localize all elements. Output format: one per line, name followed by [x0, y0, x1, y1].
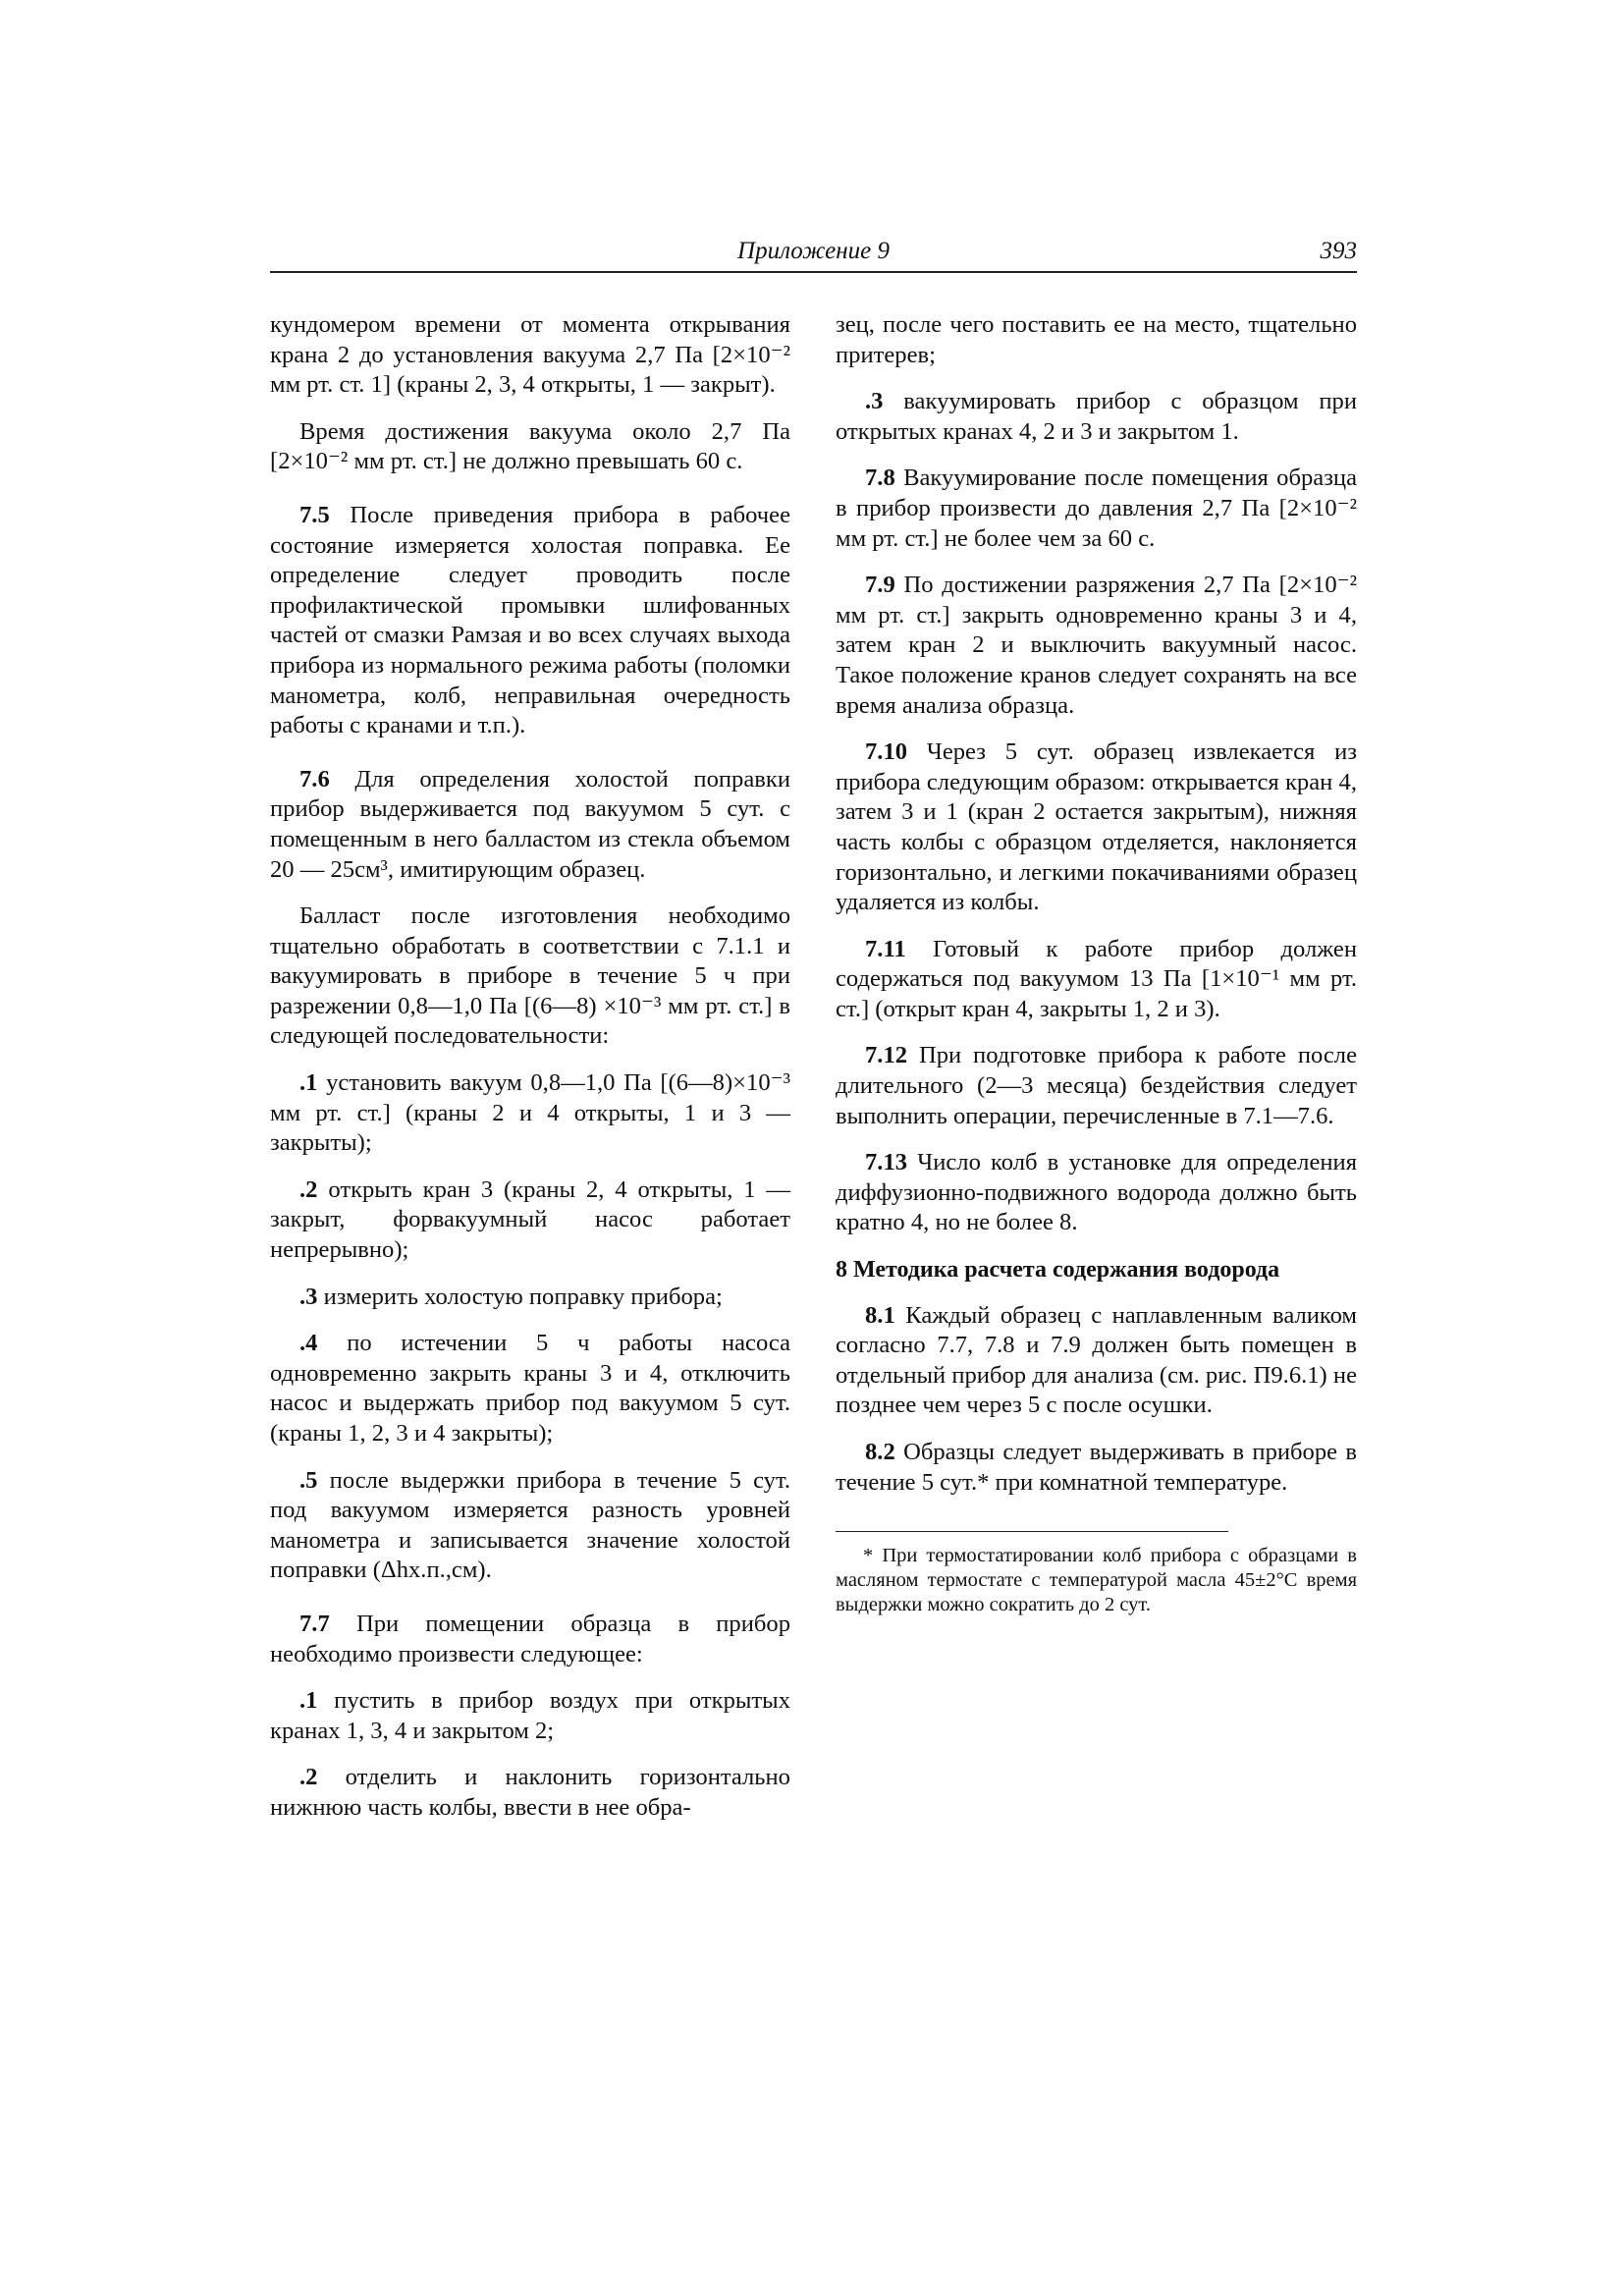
page-number: 393 — [1320, 238, 1357, 264]
section-number: 7.5 — [299, 501, 330, 528]
item-text: измерить холостую поправку прибора; — [323, 1283, 723, 1310]
item-number: .4 — [299, 1330, 318, 1357]
paragraph: Балласт после изготовления необходимо тщательно обработать в соответствии с 7.1.1 и вакуумировать в приборе в течение 5 ч при разрежении 0,8—1,0 Па [(6—8) ×10⁻³ мм рт. ст.] в следующей последовательности: — [270, 902, 790, 1050]
page-header — [270, 236, 1357, 273]
list-item — [270, 1283, 790, 1313]
item-number: .5 — [299, 1466, 318, 1494]
item-number: .1 — [299, 1069, 318, 1097]
item-text: после выдержки прибора в течение 5 сут. под вакуумом измеряется разность уровней манометра и записывается значение холостой поправки (Δhх.п.,см). — [270, 1466, 791, 1584]
section-text: Каждый образец с наплавленным валиком согласно 7.7, 7.8 и 7.9 должен быть помещен в отдельный прибор для анализа (см. рис. П9.6.1) не позднее чем через 5 с после осушки. — [836, 1301, 1357, 1419]
section-number: 8.2 — [865, 1439, 895, 1465]
paragraph: кундомером времени от момента открывания крана 2 до установления вакуума 2,7 Па [2×10⁻² мм рт. ст. 1] (краны 2, 3, 4 открыты, 1 — закрыт). — [270, 311, 790, 399]
section-text: Образцы следует выдерживать в приборе в течение 5 сут.* при комнатной температуре. — [836, 1439, 1357, 1496]
section-7-11 — [836, 935, 1357, 1025]
section-text: При помещении образца в прибор необходимо произвести следующее: — [270, 1610, 790, 1667]
section-7-9 — [836, 571, 1357, 721]
list-item — [836, 387, 1357, 447]
item-text: пустить в прибор воздух при открытых кранах 1, 3, 4 и закрытом 2; — [270, 1687, 790, 1744]
section-text: Для определения холостой поправки прибор выдерживается под вакуумом 5 сут. с помещенным в него балластом из стекла объемом 20 — 25см³, имитирующим образец. — [270, 765, 790, 883]
section-number: 7.7 — [299, 1610, 330, 1637]
section-text: Через 5 сут. образец извлекается из прибора следующим образом: открывается кран 4, затем 3 и 1 (кран 2 остается закрытым), нижняя часть колбы с образцом отделяется, наклоняется горизонтально, и легкими покачиваниями образец удаляется из колбы. — [836, 738, 1357, 916]
list-item — [270, 1763, 790, 1823]
paragraph: Время достижения вакуума около 2,7 Па [2×10⁻² мм рт. ст.] не должно превышать 60 с. — [270, 417, 790, 475]
paragraph: зец, после чего поставить ее на место, тщательно притерев; — [836, 311, 1357, 368]
item-number: .2 — [299, 1175, 318, 1203]
footnote: * При термостатировании колб прибора с образцами в масляном термостате с температурой масла 45±2°С время выдержки можно сократить до 2 сут. — [836, 1545, 1357, 1616]
item-text: отделить и наклонить горизонтально нижнюю часть колбы, ввести в нее обра- — [270, 1764, 790, 1821]
item-text: открыть кран 3 (краны 2, 4 открыты, 1 — закрыт, форвакуумный насос работает непрерывно); — [270, 1175, 791, 1264]
left-column — [270, 310, 790, 1840]
section-number: 7.11 — [865, 935, 906, 962]
section-7-7 — [270, 1610, 790, 1669]
section-text: Вакуумирование после помещения образца в прибор произвести до давления 2,7 Па [2×10⁻² мм рт. ст.] не более чем за 60 с. — [836, 465, 1357, 552]
item-number: .3 — [299, 1283, 318, 1310]
item-text: по истечении 5 ч работы насоса одновременно закрыть краны 3 и 4, отключить насос и выдержать прибор под вакуумом 5 сут. (краны 1, 2, 3 и 4 закрыты); — [270, 1330, 790, 1447]
item-number: .3 — [865, 388, 884, 415]
section-text: Готовый к работе прибор должен содержаться под вакуумом 13 Па [1×10⁻¹ мм рт. ст.] (открыт кран 4, закрыты 1, 2 и 3). — [836, 935, 1357, 1022]
section-7-6 — [270, 765, 790, 885]
section-7-10 — [836, 738, 1357, 918]
section-7-8 — [836, 464, 1357, 554]
item-number: .2 — [299, 1764, 318, 1791]
section-number: 7.13 — [865, 1149, 908, 1176]
item-number: .1 — [299, 1687, 318, 1715]
footnote-divider — [836, 1531, 1228, 1532]
right-column — [836, 310, 1357, 1617]
section-text: По достижении разряжения 2,7 Па [2×10⁻² мм рт. ст.] закрыть одновременно краны 3 и 4, затем кран 2 и выключить вакуумный насос. Такое положение кранов следует сохранять на все время анализа образца. — [836, 572, 1357, 719]
section-number: 7.6 — [299, 765, 330, 793]
item-text: вакуумировать прибор с образцом при открытых кранах 4, 2 и 3 и закрытом 1. — [836, 388, 1357, 445]
list-item — [270, 1329, 790, 1449]
section-7-12 — [836, 1041, 1357, 1131]
section-7-5 — [270, 501, 790, 741]
section-number: 7.12 — [865, 1042, 908, 1069]
item-text: установить вакуум 0,8—1,0 Па [(6—8)×10⁻³ мм рт. ст.] (краны 2 и 4 открыты, 1 и 3 — закрыты); — [270, 1069, 790, 1157]
list-item — [270, 1175, 790, 1266]
section-text: После приведения прибора в рабочее состояние измеряется холостая поправка. Ее определение следует проводить после профилактической промывки шлифованных частей от смазки Рамзая и во всех случаях выхода прибора из нормального режима работы (поломки манометра, колб, неправильная очередность работы с кранами и т.п.). — [270, 501, 790, 739]
section-text: Число колб в установке для определения диффузионно-подвижного водорода должно быть кратно 4, но не более 8. — [836, 1149, 1358, 1236]
section-text: При подготовке прибора к работе после длительного (2—3 месяца) бездействия следует выполнить операции, перечисленные в 7.1—7.6. — [836, 1042, 1357, 1129]
section-number: 7.8 — [865, 465, 895, 492]
list-item — [270, 1068, 790, 1159]
list-item — [270, 1686, 790, 1746]
section-number: 7.10 — [865, 738, 908, 766]
section-number: 8.1 — [865, 1301, 895, 1329]
list-item — [270, 1466, 790, 1586]
section-8-2 — [836, 1438, 1357, 1498]
section-number: 7.9 — [865, 572, 895, 599]
section-heading: 8 Методика расчета содержания водорода — [836, 1257, 1280, 1284]
section-7-13 — [836, 1148, 1357, 1238]
section-8-1 — [836, 1301, 1357, 1421]
running-title: Приложение 9 — [737, 238, 890, 264]
